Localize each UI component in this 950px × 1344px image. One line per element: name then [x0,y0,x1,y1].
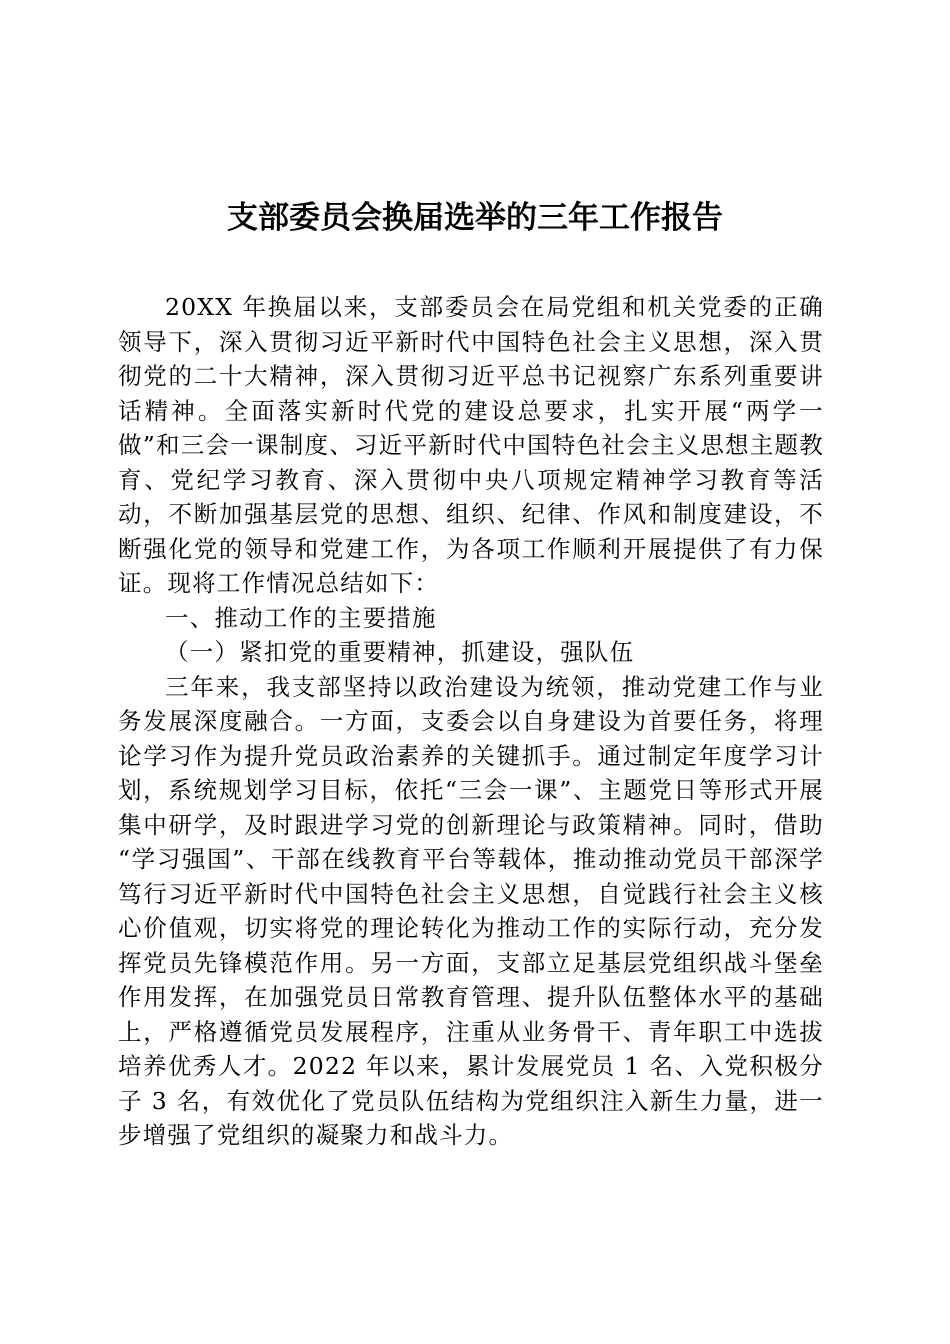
section-heading: 一、推动工作的主要措施 [165,603,437,632]
document-body [118,290,824,1153]
document-title: 支部委员会换届选举的三年工作报告 [227,200,723,236]
subsection-paragraph: 三年来，我支部坚持以政治建设为统领，推动党建工作与业务发展深度融合。一方面，支委会以自身建设为首要任务，将理论学习作为提升党员政治素养的关键抓手。通过制定年度学习计划，系统规划学习目标，依托“三会一课”、主题党日等形式开展集中研学，及时跟进学习党的创新理论与政策精神。同时，借助 “学习强国”、干部在线教育平台等载体，推动推动党员干部深学笃行习近平新时代中国特色社会主义思想，自觉践行社会主义核心价值观，切实将党的理论转化为推动工作的实际行动，充分发挥党员先锋模范作用。另一方面，支部立足基层党组织战斗堡垒作用发挥，在加强党员日常教育管理、提升队伍整体水平的基础上，严格遵循党员发展程序，注重从业务骨干、青年职工中选拔培养优秀人才。2022 年以来，累计发展党员 1 名、入党积极分子 3 名，有效优化了党员队伍结构为党组织注入新生力量，进一步增强了党组织的凝聚力和战斗力。 [118,672,824,1149]
intro-paragraph: 20XX 年换届以来，支部委员会在局党组和机关党委的正确领导下，深入贯彻习近平新时代中国特色社会主义思想，深入贯彻党的二十大精神，深入贯彻习近平总书记视察广东系列重要讲话精神。全面落实新时代党的建设总要求，扎实开展“两学一做”和三会一课制度、习近平新时代中国特色社会主义思想主题教育、党纪学习教育、深入贯彻中央八项规定精神学习教育等活动，不断加强基层党的思想、组织、纪律、作风和制度建设，不断强化党的领导和党建工作，为各项工作顺利开展提供了有力保证。现将工作情况总结如下： [118,293,824,597]
subsection-heading: （一）紧扣党的重要精神，抓建设，强队伍 [165,638,635,666]
